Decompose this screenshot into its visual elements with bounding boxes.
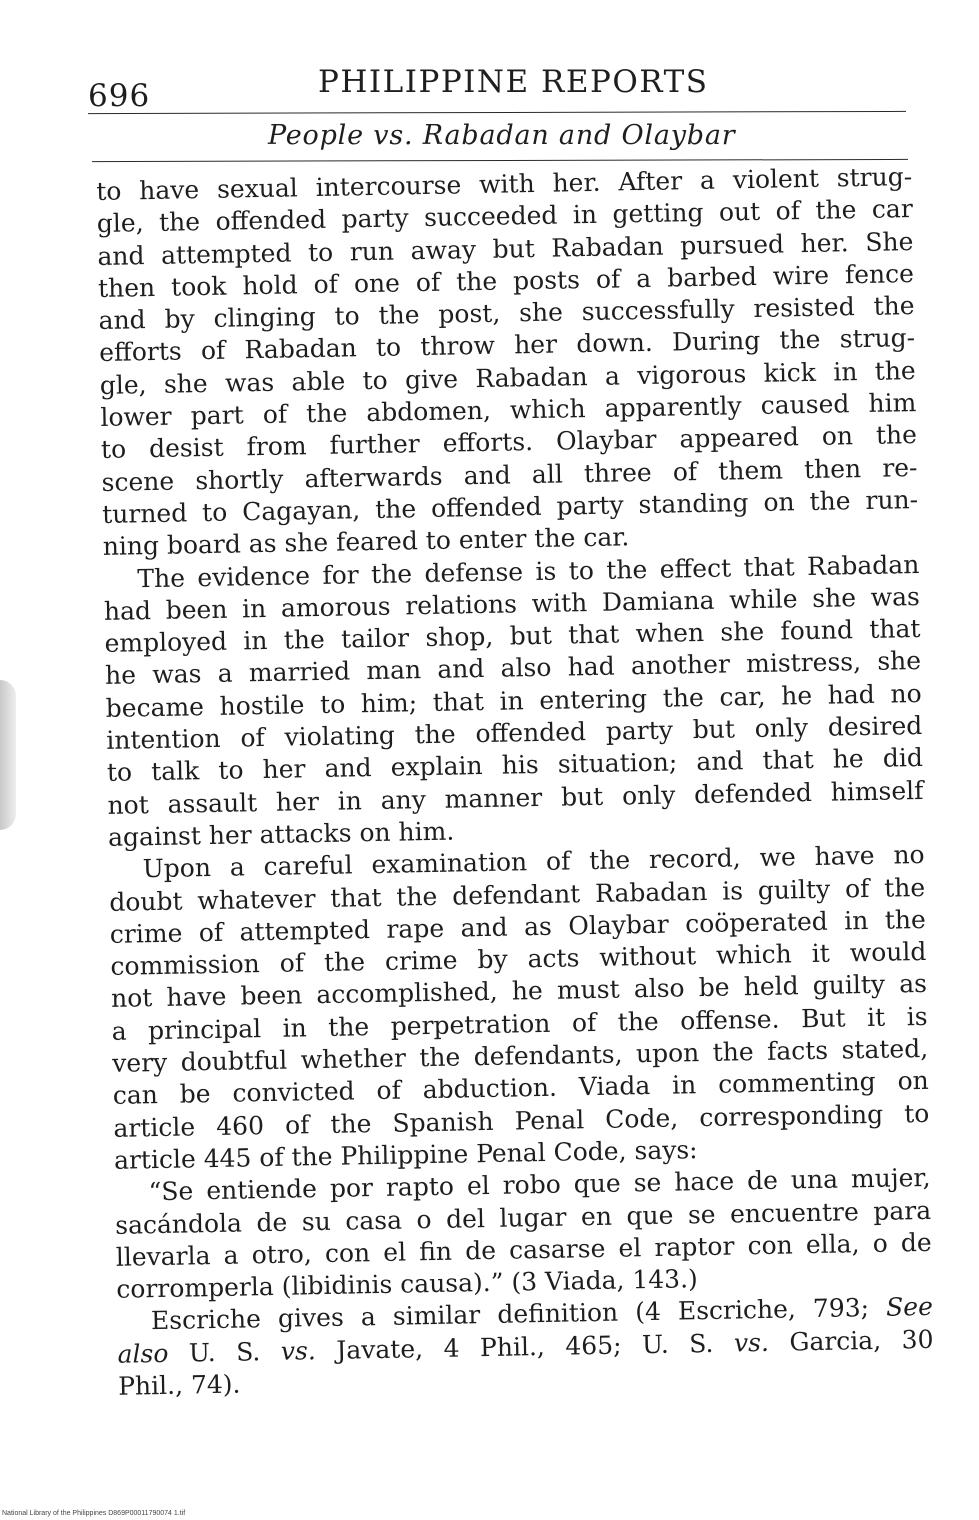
text-line: crime of attempted rape and as Olaybar coöperated in the	[109, 904, 927, 949]
text-line: can be convicted of abduction. Viada in commenting on	[112, 1066, 929, 1111]
citation-text: Garcia, 30	[768, 1324, 934, 1357]
running-head: PHILIPPINE REPORTS	[318, 64, 709, 100]
text-line: to desist from further efforts. Olaybar appeared on the	[100, 420, 918, 465]
case-caption: People vs. Rabadan and Olaybar	[268, 120, 736, 151]
text-line: doubt whatever that the defendant Rabadan is guilty of the	[109, 872, 926, 917]
quote-start-line: “Se entiende por rapto el robo que se hace de una mujer,	[148, 1163, 931, 1207]
text-line: scene shortly afterwards and all three of them then re-	[101, 452, 918, 497]
page-number: 696	[88, 78, 151, 114]
scan-source-note: National Library of the Philippines D869P00011790074 1.tif	[2, 1510, 186, 1517]
text-line: lower part of the abdomen, which apparently caused him	[100, 388, 917, 433]
text-line: commission of the crime by acts without which it would	[110, 937, 927, 981]
citation-signal: See	[885, 1292, 934, 1323]
text-line: then took hold of one of the posts of a barbed wire fence	[97, 258, 915, 303]
text-line: efforts of Rabadan to throw her down. During the strug-	[98, 323, 916, 368]
citation-signal: also	[117, 1338, 169, 1369]
text-line: not assault her in any manner but only defended himself	[107, 775, 924, 820]
body-text	[96, 161, 934, 1403]
text-line: very doubtful whether the defendants, upon the facts stated,	[111, 1033, 929, 1078]
text-line: turned to Cagayan, the offended party standing on the run-	[101, 484, 919, 529]
text-line: gle, she was able to give Rabadan a vigorous kick in the	[99, 355, 916, 400]
text-line: not have been accomplished, he must also be held guilty as	[110, 969, 928, 1014]
text-line: against her attacks on him.	[107, 816, 455, 852]
text-line: ning board as she feared to enter the car.	[102, 522, 630, 562]
scan-edge-shadow	[0, 680, 16, 830]
text-line: to talk to her and explain his situation; and that he did	[106, 743, 924, 788]
header-rule-top	[88, 111, 906, 114]
header-rule-bottom	[92, 159, 908, 162]
text-line: article 445 of the Philippine Penal Code, says:	[113, 1135, 698, 1175]
text-line: he was a married man and also had another mistress, she	[104, 646, 922, 691]
paragraph-start-line: The evidence for the defense is to the effect that Rabadan	[137, 549, 920, 593]
quote-line: corromperla (libidinis causa).” (3 Viada, 143.)	[116, 1264, 699, 1304]
paragraph-start-line: Upon a careful examination of the record, we have no	[142, 840, 925, 884]
versus-abbrev: vs.	[280, 1335, 317, 1366]
quote-line: sacándola de su casa o del lugar en que se encuentre para	[114, 1195, 932, 1240]
text-line: to have sexual intercourse with her. After a violent strug-	[96, 162, 913, 206]
text-line: had been in amorous relations with Damiana while she was	[103, 581, 921, 626]
text-line: employed in the tailor shop, but that when she found that	[104, 614, 921, 659]
citation-text: U. S.	[168, 1336, 282, 1368]
text-line: gle, the offended party succeeded in getting out of the car	[96, 194, 914, 239]
citation-text: Escriche gives a similar definition (4 Escriche, 793;	[150, 1293, 887, 1336]
citation-line: Phil., 74).	[117, 1369, 241, 1401]
text-line: and by clinging to the post, she successfully resisted the	[98, 291, 915, 336]
text-line: intention of violating the offended party but only desired	[106, 711, 923, 755]
text-line: article 460 of the Spanish Penal Code, corresponding to	[113, 1098, 930, 1143]
text-line: a principal in the perpetration of the offense. But it is	[111, 1001, 928, 1046]
text-line: and attempted to run away but Rabadan pursued her. She	[97, 226, 914, 271]
citation-text: Javate, 4 Phil., 465; U. S.	[315, 1328, 735, 1365]
text-line: became hostile to him; that in entering the car, he had no	[105, 678, 922, 723]
versus-abbrev: vs.	[733, 1327, 770, 1358]
quote-line: llevarla a otro, con el fin de casarse el raptor con ella, o de	[115, 1227, 932, 1272]
